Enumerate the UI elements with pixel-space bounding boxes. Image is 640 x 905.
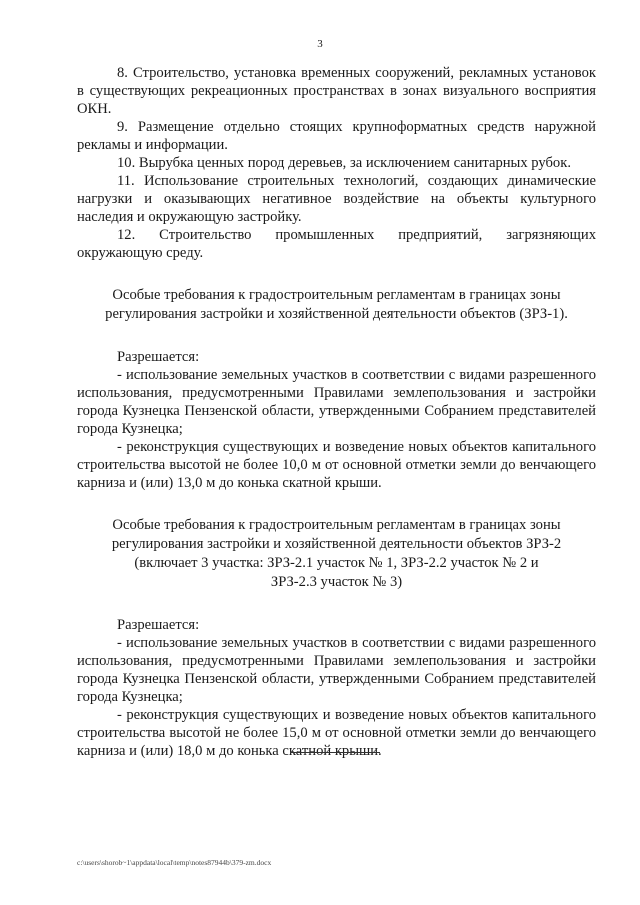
list-item-12: 12. Строительство промышленных предприятий, загрязняющих окружающую среду. xyxy=(77,227,596,261)
spacer xyxy=(77,492,596,516)
section-heading-zrz1: Особые требования к градостроительным регламентам в границах зоны регулирования застройки и хозяйственной деятельности объектов (ЗРЗ-1). xyxy=(105,287,568,322)
spacer xyxy=(77,324,596,348)
document-body xyxy=(77,64,596,760)
section-heading-zrz2-line3: (включает 3 участка: ЗРЗ-2.1 участок № 1, ЗРЗ-2.2 участок № 2 и xyxy=(134,555,539,571)
bullet-reconstruction-zrz1: - реконструкция существующих и возведение новых объектов капитального строительства высотой не более 10,0 м от основной отметки земли до венчающего карниза и (или) 13,0 м до конька скатной крыши. xyxy=(77,439,596,491)
list-item-8: 8. Строительство, установка временных сооружений, рекламных установок в существующих рекреационных пространствах в зонах визуального восприятия ОКН. xyxy=(77,65,596,117)
allowed-label-zrz2: Разрешается: xyxy=(117,617,200,633)
allowed-label-zrz1: Разрешается: xyxy=(117,349,200,365)
section-heading-zrz2-line4: ЗРЗ-2.3 участок № 3) xyxy=(270,574,403,590)
bullet-land-use-zrz2: - использование земельных участков в соответствии с видами разрешенного использования, предусмотренными Правилами землепользования и застройки города Кузнецка Пензенской области, утвержденными Собранием представителей города Кузнецка; xyxy=(77,635,596,705)
end-divider xyxy=(290,752,380,753)
section-heading-zrz2-line1: Особые требования к градостроительным регламентам в границах зоны xyxy=(112,517,561,533)
list-item-9: 9. Размещение отдельно стоящих крупноформатных средств наружной рекламы и информации. xyxy=(77,119,596,153)
page-number: 3 xyxy=(317,38,323,50)
spacer xyxy=(77,262,596,286)
bullet-land-use-zrz1: - использование земельных участков в соответствии с видами разрешенного использования, предусмотренными Правилами землепользования и застройки города Кузнецка Пензенской области, утвержденными Собранием представителей города Кузнецка; xyxy=(77,367,596,437)
list-item-10: 10. Вырубка ценных пород деревьев, за исключением санитарных рубок. xyxy=(117,155,571,171)
footer-file-path: c:\users\shorob~1\appdata\local\temp\notes87944b\379-zm.docx xyxy=(77,858,272,867)
spacer xyxy=(77,592,596,616)
section-heading-zrz2 xyxy=(77,516,596,592)
section-heading-zrz2-line2: регулирования застройки и хозяйственной деятельности объектов ЗРЗ-2 xyxy=(111,536,562,552)
bullet-reconstruction-zrz2: - реконструкция существующих и возведение новых объектов капитального строительства высотой не более 15,0 м от основной отметки земли до венчающего карниза и (или) 18,0 м до конька скатной крыши. xyxy=(77,707,596,759)
list-item-11: 11. Использование строительных технологий, создающих динамические нагрузки и оказывающих негативное воздействие на объекты культурного наследия и окружающую застройку. xyxy=(77,173,596,225)
